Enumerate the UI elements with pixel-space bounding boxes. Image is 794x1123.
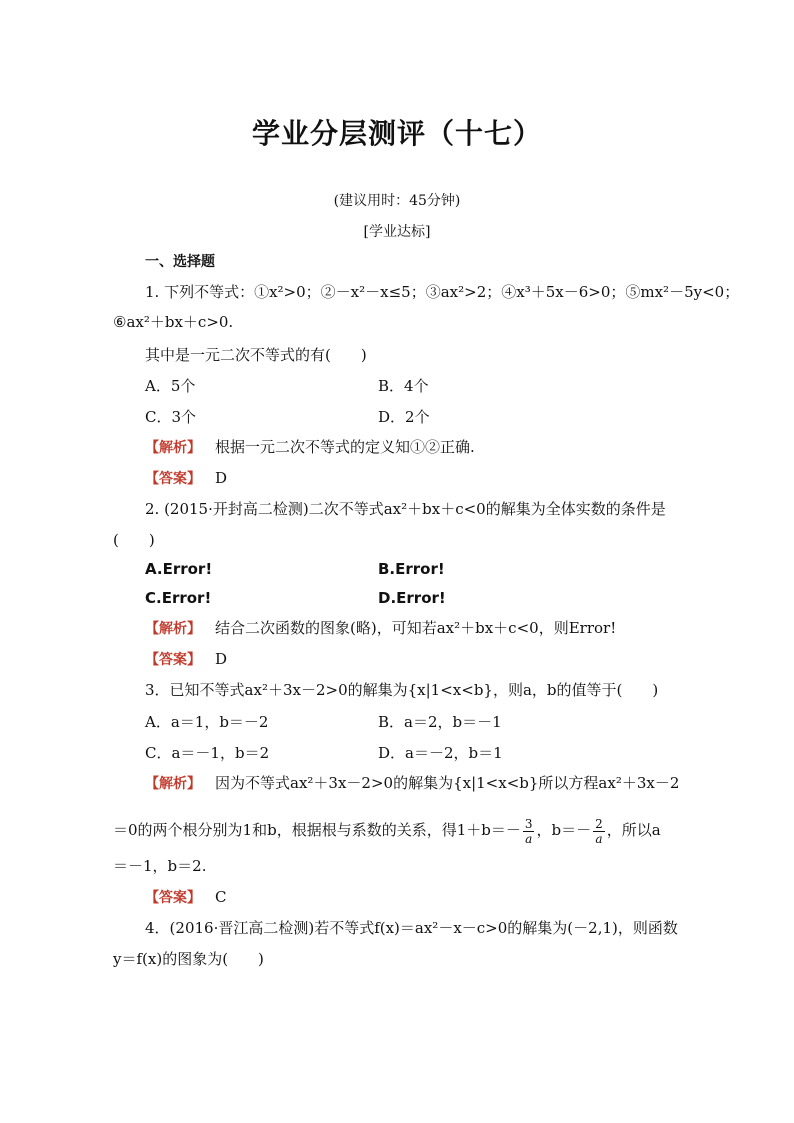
fraction-2-over-a: $\frac{2}{a}$ xyxy=(595,816,603,846)
q1-analysis-text: 根据一元二次不等式的定义知①②正确. xyxy=(215,438,475,456)
fraction-3-over-a: $\frac{3}{a}$ xyxy=(524,816,533,846)
q2-option-b: B.Error! xyxy=(378,560,445,578)
q2-answer-value: D xyxy=(215,650,228,668)
analysis-tag: 【解析】 xyxy=(145,621,201,637)
q2-stem-line1: 2. (2015·开封高二检测)二次不等式ax²＋bx＋c<0的解集为全体实数的条件是 xyxy=(145,500,666,518)
q1-analysis xyxy=(145,437,475,458)
answer-tag: 【答案】 xyxy=(145,890,201,906)
q2-analysis xyxy=(145,618,616,639)
q3-analysis-text-2b: ，b＝－ xyxy=(536,821,592,839)
answer-tag: 【答案】 xyxy=(145,471,201,487)
q3-answer xyxy=(145,887,226,908)
q3-option-d: D．a＝－2，b＝1 xyxy=(378,744,503,762)
q1-option-a: A．5个 xyxy=(145,377,196,395)
q1-answer xyxy=(145,468,227,489)
q2-option-a: A.Error! xyxy=(145,560,213,578)
q2-answer xyxy=(145,649,227,670)
q1-option-d: D．2个 xyxy=(378,408,430,426)
q3-option-a: A．a＝1，b＝－2 xyxy=(145,713,269,731)
q3-analysis-text-2a: ＝0的两个根分别为1和b，根据根与系数的关系，得1＋b＝－ xyxy=(113,821,521,839)
q1-answer-value: D xyxy=(215,469,228,487)
q3-analysis-text-1: 因为不等式ax²＋3x－2>0的解集为{x|1<x<b}所以方程ax²＋3x－2 xyxy=(215,774,680,792)
section-heading: 一、选择题 xyxy=(145,254,215,270)
q2-analysis-text: 结合二次函数的图象(略)，可知若ax²＋bx＋c<0，则Error! xyxy=(215,619,617,637)
q2-stem-line2: ( ) xyxy=(113,531,155,549)
q3-analysis-line1 xyxy=(145,773,679,794)
q1-option-b: B．4个 xyxy=(378,377,429,395)
level-label: [学业达标] xyxy=(363,224,431,240)
q1-stem-line1: 1. 下列不等式：①x²>0；②－x²－x≤5；③ax²>2；④x³＋5x－6>0；⑤mx²－5y<0； xyxy=(145,283,740,301)
q3-option-b: B．a＝2，b＝－1 xyxy=(378,713,502,731)
q3-option-c: C．a＝－1，b＝2 xyxy=(145,744,270,762)
q4-stem-line1: 4．(2016·晋江高二检测)若不等式f(x)＝ax²－x－c>0的解集为(－2,1)，则函数 xyxy=(145,919,678,937)
answer-tag: 【答案】 xyxy=(145,652,201,668)
q1-stem-line3: 其中是一元二次不等式的有( ) xyxy=(145,346,367,364)
q4-stem-line2: y＝f(x)的图象为( ) xyxy=(113,950,264,968)
q3-analysis-text-2c: ，所以a xyxy=(606,821,661,839)
q3-stem: 3．已知不等式ax²＋3x－2>0的解集为{x|1<x<b}，则a，b的值等于( ) xyxy=(145,681,659,699)
q1-stem-line2: ⑥ax²＋bx＋c>0. xyxy=(113,313,234,331)
analysis-tag: 【解析】 xyxy=(145,440,201,456)
time-note: (建议用时：45分钟) xyxy=(333,193,461,209)
q2-option-c: C.Error! xyxy=(145,589,212,607)
q3-answer-value: C xyxy=(215,888,227,906)
q3-analysis-line3: ＝－1，b＝2. xyxy=(113,857,207,875)
q2-option-d: D.Error! xyxy=(378,589,446,607)
q1-option-c: C．3个 xyxy=(145,408,197,426)
analysis-tag: 【解析】 xyxy=(145,776,201,792)
page-title: 学业分层测评（十七） xyxy=(251,117,542,150)
q3-analysis-line2 xyxy=(113,815,661,846)
